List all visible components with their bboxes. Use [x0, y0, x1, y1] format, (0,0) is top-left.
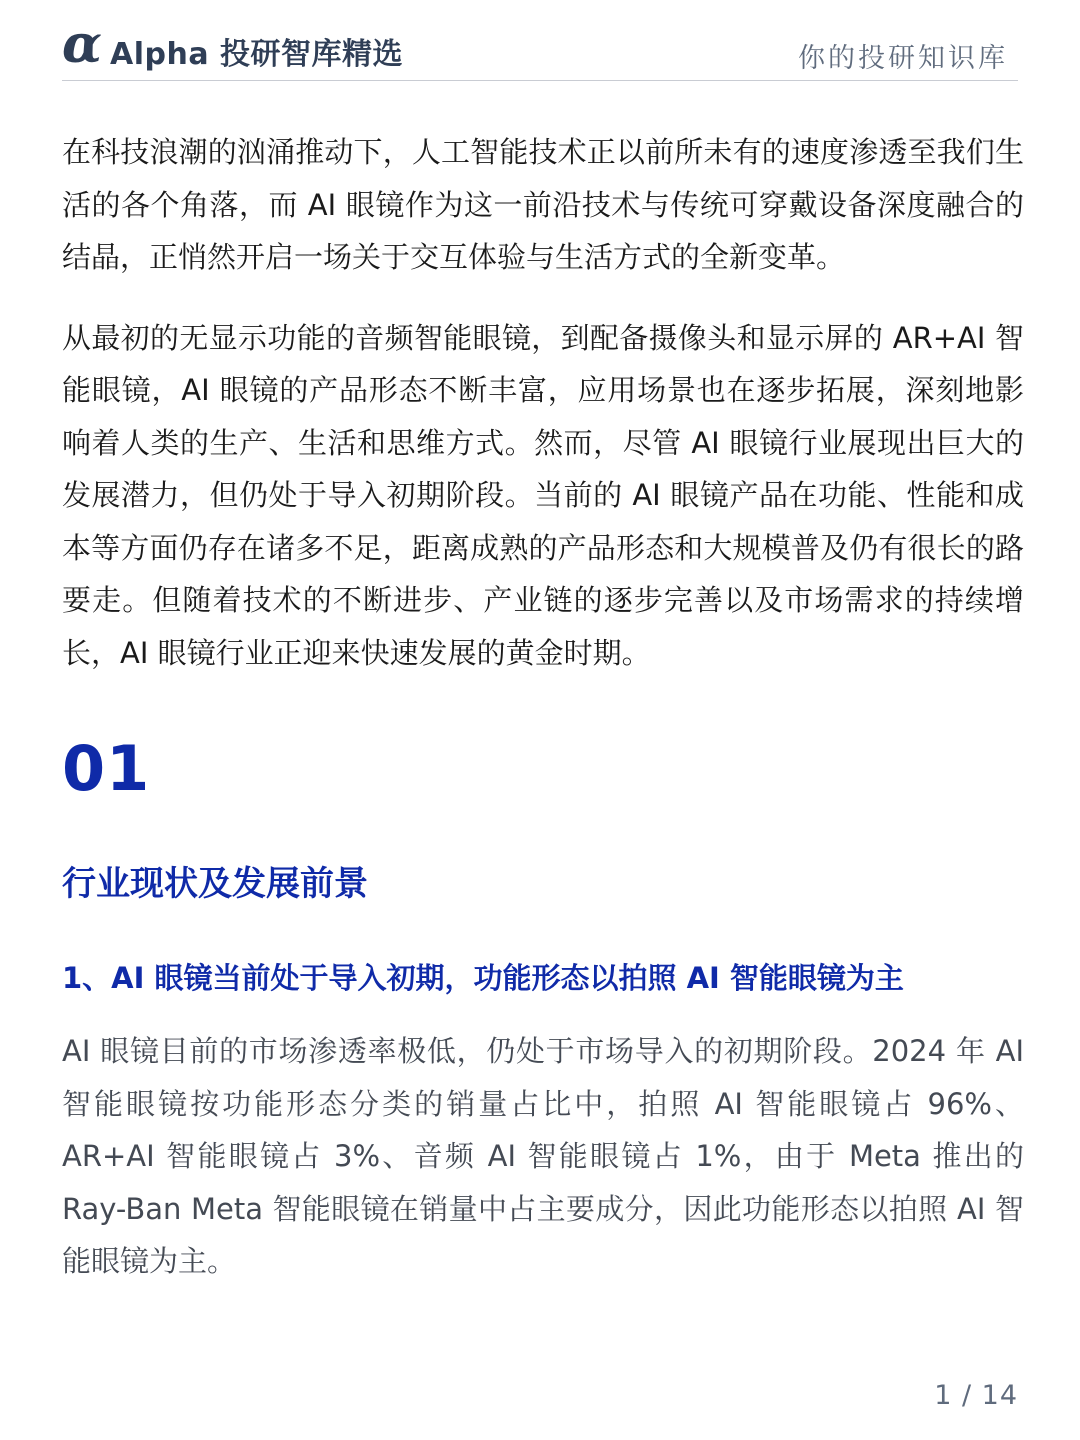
section-title: 行业现状及发展前景 — [62, 864, 368, 904]
alpha-logo-icon: α — [62, 14, 103, 75]
section-body-paragraph: AI 眼镜目前的市场渗透率极低，仍处于市场导入的初期阶段。2024 年 AI 智能眼镜按功能形态分类的销量占比中，拍照 AI 智能眼镜占 96%、AR+AI 智能眼镜占 3%、音频 AI 智能眼镜占 1%，由于 Meta 推出的 Ray-Ban Meta 智能眼镜在销量中占主要成分，因此功能形态以拍照 AI 智能眼镜为主。 — [62, 1034, 1024, 1278]
brand — [62, 14, 404, 75]
page-number: 1 / 14 — [934, 1380, 1018, 1411]
intro-paragraph-2: 从最初的无显示功能的音频智能眼镜，到配备摄像头和显示屏的 AR+AI 智能眼镜，AI 眼镜的产品形态不断丰富，应用场景也在逐步拓展，深刻地影响着人类的生产、生活和思维方式。然而，尽管 AI 眼镜行业展现出巨大的发展潜力，但仍处于导入初期阶段。当前的 AI 眼镜产品在功能、性能和成本等方面仍存在诸多不足，距离成熟的产品形态和大规模普及仍有很长的路要走。但随着技术的不断进步、产业链的逐步完善以及市场需求的持续增长，AI 眼镜行业正迎来快速发展的黄金时期。 — [62, 320, 1024, 670]
page-header — [62, 14, 1018, 81]
intro-paragraph-1: 在科技浪潮的汹涌推动下，人工智能技术正以前所未有的速度渗透至我们生活的各个角落，而 AI 眼镜作为这一前沿技术与传统可穿戴设备深度融合的结晶，正悄然开启一场关于交互体验与生活方式的全新变革。 — [62, 135, 1024, 274]
header-tagline: 你的投研知识库 — [798, 43, 1008, 74]
article-content — [62, 126, 1024, 1288]
brand-name: Alpha 投研智库精选 — [110, 37, 404, 72]
subsection-title: 1、AI 眼镜当前处于导入初期，功能形态以拍照 AI 智能眼镜为主 — [62, 961, 904, 995]
section-number: 01 — [62, 732, 151, 805]
